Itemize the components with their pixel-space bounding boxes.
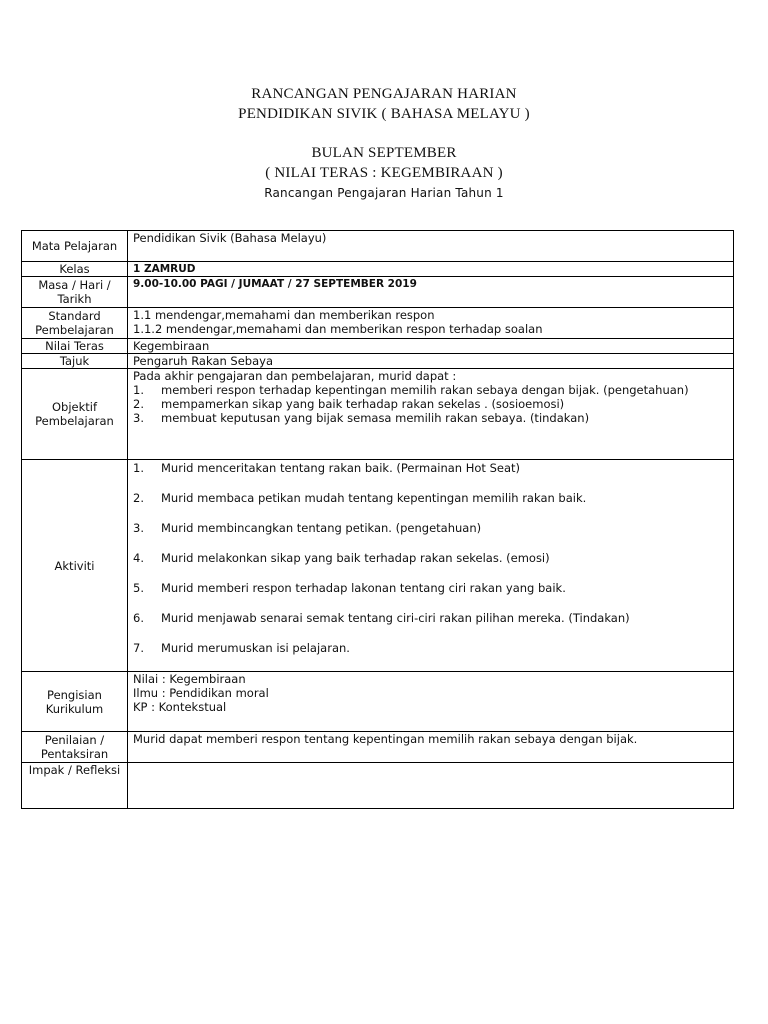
row-pengisian: [22, 672, 734, 732]
label-impak: Impak / Refleksi: [22, 763, 128, 809]
standard-line-2: 1.1.2 mendengar,memahami dan memberikan respon terhadap soalan: [133, 322, 543, 336]
objektif-intro: Pada akhir pengajaran dan pembelajaran, murid dapat :: [133, 369, 457, 383]
row-standard: [22, 308, 734, 339]
pengisian-line-2: Ilmu : Pendidikan moral: [133, 686, 269, 700]
value-kelas: 1 ZAMRUD: [128, 262, 734, 277]
value-tajuk: Pengaruh Rakan Sebaya: [128, 354, 734, 369]
list-item: 2. Murid membaca petikan mudah tentang kepentingan memilih rakan baik.: [133, 491, 587, 505]
aktiviti-list: [133, 461, 728, 671]
row-masa: [22, 277, 734, 308]
row-impak: [22, 763, 734, 809]
value-impak: [128, 763, 734, 809]
label-nilai-teras: Nilai Teras: [22, 339, 128, 354]
label-tajuk: Tajuk: [22, 354, 128, 369]
pengisian-line-1: Nilai : Kegembiraan: [133, 672, 246, 686]
row-kelas: [22, 262, 734, 277]
label-standard: Standard Pembelajaran: [22, 308, 128, 339]
standard-line-1: 1.1 mendengar,memahami dan memberikan respon: [133, 308, 435, 322]
list-item: 4. Murid melakonkan sikap yang baik terhadap rakan sekelas. (emosi): [133, 551, 550, 565]
list-item: 3. membuat keputusan yang bijak semasa memilih rakan sebaya. (tindakan): [133, 411, 590, 425]
objektif-list: [133, 383, 728, 425]
row-tajuk: [22, 354, 734, 369]
label-aktiviti: Aktiviti: [22, 460, 128, 672]
list-item: 2. mempamerkan sikap yang baik terhadap rakan sekelas . (sosioemosi): [133, 397, 565, 411]
label-penilaian: Penilaian / Pentaksiran: [22, 732, 128, 763]
pengisian-line-3: KP : Kontekstual: [133, 700, 227, 714]
row-mata-pelajaran: [22, 231, 734, 262]
list-item: 7. Murid merumuskan isi pelajaran.: [133, 641, 350, 655]
title-line-1: RANCANGAN PENGAJARAN HARIAN: [251, 86, 517, 102]
list-item: 1. Murid menceritakan tentang rakan baik. (Permainan Hot Seat): [133, 461, 520, 475]
subtitle: Rancangan Pengajaran Harian Tahun 1: [264, 186, 504, 200]
value-penilaian: Murid dapat memberi respon tentang kepentingan memilih rakan sebaya dengan bijak.: [128, 732, 734, 763]
label-objektif: Objektif Pembelajaran: [22, 369, 128, 460]
value-standard: [128, 308, 734, 339]
list-item: 5. Murid memberi respon terhadap lakonan tentang ciri rakan yang baik.: [133, 581, 566, 595]
row-penilaian: [22, 732, 734, 763]
value-objektif: [128, 369, 734, 460]
value-masa: 9.00-10.00 PAGI / JUMAAT / 27 SEPTEMBER 2019: [128, 277, 734, 308]
label-masa: Masa / Hari / Tarikh: [22, 277, 128, 308]
value-aktiviti: [128, 460, 734, 672]
list-item: 1. memberi respon terhadap kepentingan memilih rakan sebaya dengan bijak. (pengetahuan): [133, 383, 689, 397]
title-line-4: ( NILAI TERAS : KEGEMBIRAAN ): [265, 165, 503, 181]
title-line-2: PENDIDIKAN SIVIK ( BAHASA MELAYU ): [238, 106, 530, 122]
title-line-3: BULAN SEPTEMBER: [311, 145, 457, 161]
row-objektif: [22, 369, 734, 460]
row-nilai-teras: [22, 339, 734, 354]
label-mata-pelajaran: Mata Pelajaran: [22, 231, 128, 262]
row-aktiviti: [22, 460, 734, 672]
label-kelas: Kelas: [22, 262, 128, 277]
value-mata-pelajaran: Pendidikan Sivik (Bahasa Melayu): [128, 231, 734, 262]
lesson-plan-table: [21, 230, 734, 809]
list-item: 6. Murid menjawab senarai semak tentang ciri-ciri rakan pilihan mereka. (Tindakan): [133, 611, 630, 625]
value-pengisian: [128, 672, 734, 732]
list-item: 3. Murid membincangkan tentang petikan. (pengetahuan): [133, 521, 482, 535]
label-pengisian: Pengisian Kurikulum: [22, 672, 128, 732]
value-nilai-teras: Kegembiraan: [128, 339, 734, 354]
